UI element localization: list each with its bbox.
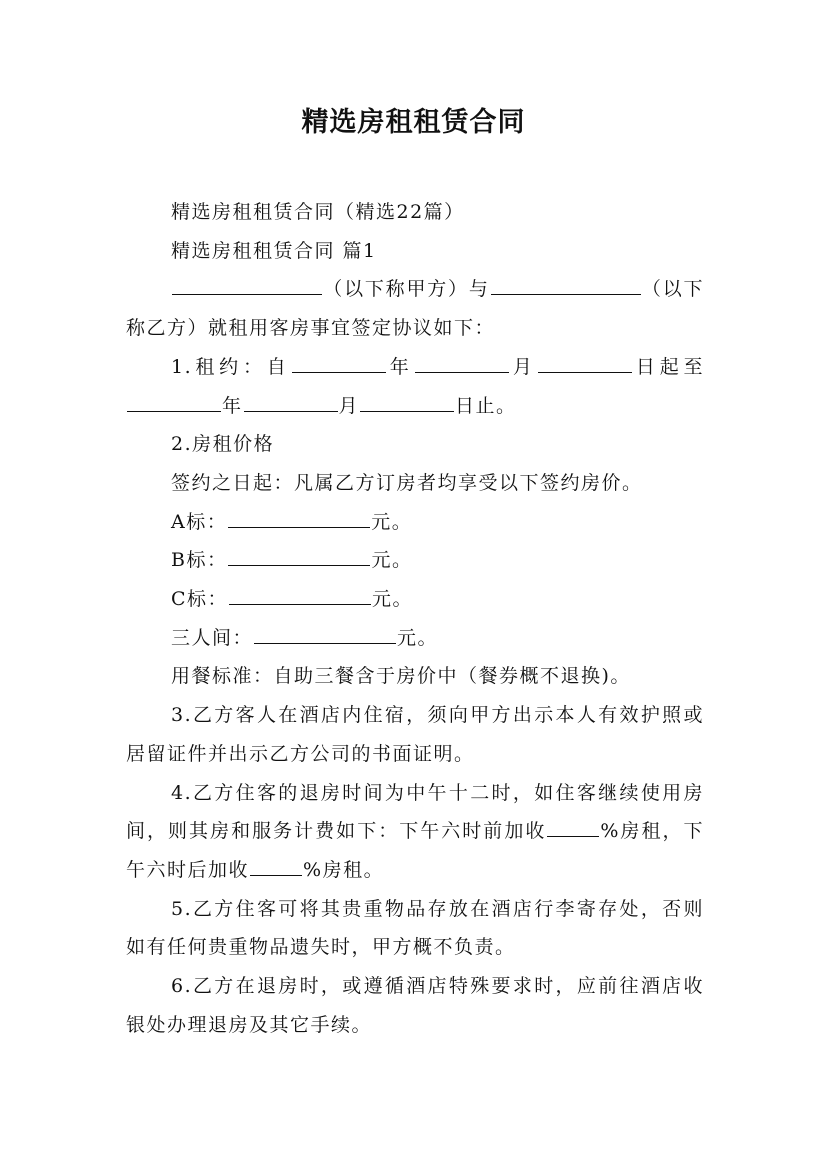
price-row-b: B标： 元。 [126,541,704,580]
clause-2-heading: 2.房租价格 [171,433,275,456]
price-c-blank[interactable] [229,580,371,605]
clause-2-intro: 签约之日起：凡属乙方订房者均享受以下签约房价。 [171,471,643,494]
party-a-blank[interactable] [172,270,322,295]
price-row-triple: 三人间： 元。 [126,619,704,658]
meal-standard: 用餐标准：自助三餐含于房价中（餐券概不退换)。 [171,665,631,688]
document-title: 精选房租租赁合同 [301,107,526,138]
clause-4: 4.乙方住客的退房时间为中午十二时，如住客继续使用房间，则其房和服务计费如下：下午六时前加收 %房租，下午六时后加收 %房租。 [126,781,704,881]
price-a-blank[interactable] [228,503,370,528]
surcharge-before-6pm-blank[interactable] [547,812,599,837]
subtitle: 精选房租租赁合同（精选22篇） [171,201,465,223]
start-day-blank[interactable] [538,348,632,373]
clause-6: 6.乙方在退房时，或遵循酒店特殊要求时，应前往酒店收银处办理退房及其它手续。 [126,975,704,1036]
price-row-a: A标： 元。 [126,503,704,542]
clause-5: 5.乙方住客可将其贵重物品存放在酒店行李寄存处，否则如有任何贵重物品遗失时，甲方概不负责。 [126,897,704,959]
end-month-blank[interactable] [244,387,338,412]
clause-1: 1.租约：自 年 月 日起至年 月 日止。 [126,348,704,425]
start-month-blank[interactable] [415,348,509,373]
start-year-blank[interactable] [292,348,386,373]
end-day-blank[interactable] [360,387,454,412]
parties-paragraph: （以下称甲方）与 （以下称乙方）就租用客房事宜签定协议如下： [126,270,704,347]
surcharge-after-6pm-blank[interactable] [250,851,302,876]
clause-3: 3.乙方客人在酒店内住宿，须向甲方出示本人有效护照或居留证件并出示乙方公司的书面证明。 [126,704,704,765]
party-b-blank[interactable] [491,270,641,295]
document-body [126,193,704,1044]
end-year-blank[interactable] [127,387,221,412]
section-heading: 精选房租租赁合同 篇1 [171,239,377,262]
price-b-blank[interactable] [228,541,370,566]
price-triple-blank[interactable] [254,619,396,644]
price-row-c: C标： 元。 [126,580,704,619]
